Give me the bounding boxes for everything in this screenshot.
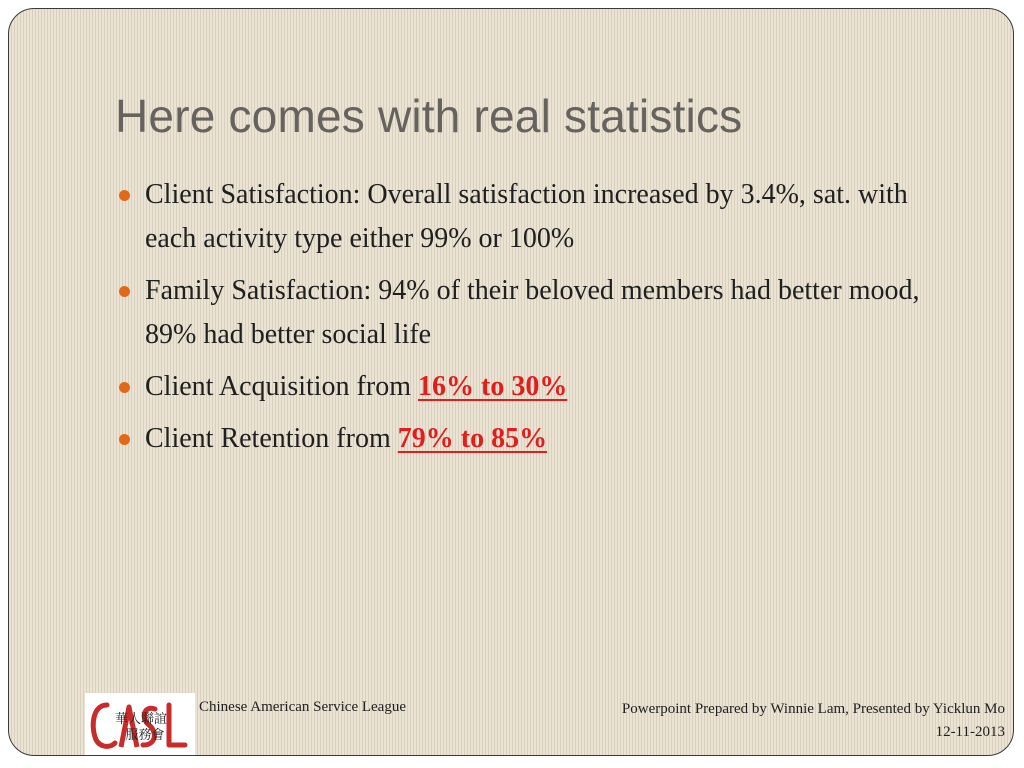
bullet-dot-icon [119, 382, 130, 393]
acquisition-highlight: 16% to 30% [418, 371, 568, 402]
slide [8, 8, 1014, 756]
bullet-item [119, 173, 949, 261]
bullet-item [119, 269, 949, 357]
slide-title: Here comes with real statistics [115, 90, 743, 142]
bullet-list [119, 173, 949, 469]
bullet-text: Family Satisfaction: 94% of their beloved members had better mood, 89% had better social life [145, 275, 920, 350]
casl-logo [85, 693, 195, 756]
bullet-dot-icon [119, 434, 130, 445]
bullet-dot-icon [119, 190, 130, 201]
casl-logo-icon [85, 693, 195, 756]
bullet-item [119, 365, 949, 409]
retention-highlight: 79% to 85% [397, 423, 548, 454]
bullet-text: Client Satisfaction: Overall satisfaction increased by 3.4%, sat. with each activity type either 99% or 100% [145, 179, 908, 254]
svg-text:華人聯誼: 華人聯誼 [114, 712, 168, 727]
bullet-item [119, 417, 949, 461]
presentation-date: 12-11-2013 [935, 724, 1005, 740]
svg-text:服務會: 服務會 [125, 728, 165, 743]
presentation-credit: Powerpoint Prepared by Winnie Lam, Presented by Yicklun Mo [621, 701, 1005, 717]
bullet-text: Client Acquisition from [145, 371, 418, 402]
bullet-text: Client Retention from [145, 423, 398, 454]
organization-name: Chinese American Service League [199, 699, 406, 715]
bullet-dot-icon [119, 286, 130, 297]
